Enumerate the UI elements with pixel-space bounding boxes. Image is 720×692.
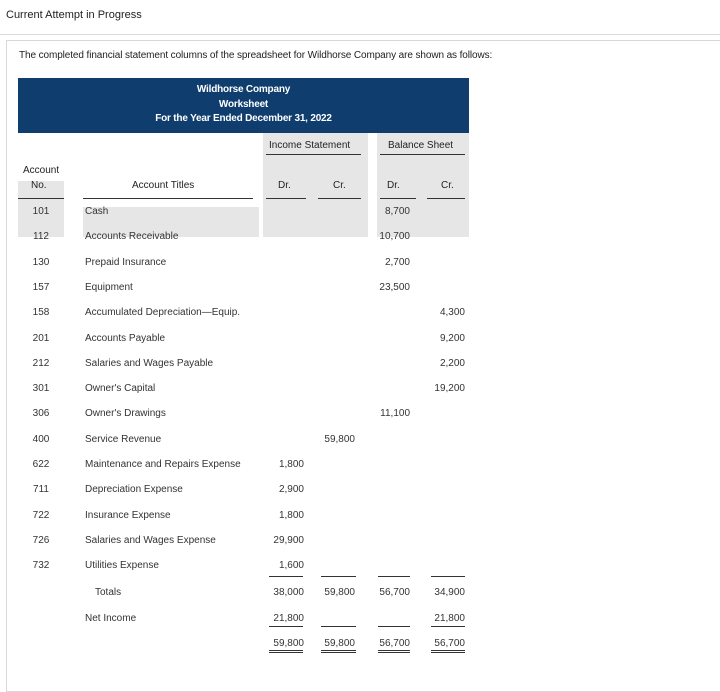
account-title: Salaries and Wages Payable: [85, 358, 214, 369]
totals-bs-cr: 34,900: [434, 587, 465, 598]
bs-cr-value: 2,200: [439, 358, 465, 369]
is-cr-value: 59,800: [324, 434, 355, 445]
account-no: 201: [32, 333, 50, 344]
sheet-name: Worksheet: [218, 98, 269, 110]
account-no: 622: [32, 459, 50, 470]
is-dr-value: 2,900: [278, 484, 304, 495]
rule-after-utilities: [269, 576, 303, 577]
double-rule-bs-cr-2: [431, 652, 465, 653]
account-title: Maintenance and Repairs Expense: [85, 459, 241, 470]
double-rule-bs-cr-1: [431, 650, 465, 651]
bs-dr-value: 11,100: [380, 408, 410, 419]
account-no: 101: [32, 206, 50, 217]
account-no: 306: [32, 408, 50, 419]
rule-bs-cr-before-totals: [431, 576, 465, 577]
double-rule-bs-dr-2: [378, 652, 410, 653]
bs-dr-value: 23,500: [379, 282, 410, 293]
account-no-label-2: No.: [31, 180, 47, 191]
bs-cr-rule: [427, 198, 465, 199]
account-no: 157: [32, 282, 50, 293]
is-dr-value: 1,600: [278, 560, 304, 571]
account-title: Owner's Capital: [85, 383, 156, 394]
bs-dr-rule: [380, 198, 416, 199]
bs-cr-value: 4,300: [439, 307, 465, 318]
is-cr-label: Cr.: [333, 180, 346, 191]
double-rule-bs-dr-1: [378, 650, 410, 651]
is-dr-value: 1,800: [278, 459, 304, 470]
account-no: 711: [33, 484, 49, 495]
account-title: Insurance Expense: [85, 510, 171, 521]
is-dr-value: 1,800: [278, 510, 304, 521]
income-statement-label: Income Statement: [269, 140, 351, 151]
is-dr-value: 29,900: [273, 535, 304, 546]
bs-cr-value: 19,200: [434, 383, 465, 394]
account-title: Salaries and Wages Expense: [85, 535, 216, 546]
account-titles-rule: [83, 198, 253, 199]
bs-dr-value: 2,700: [384, 257, 410, 268]
bs-dr-value: 10,700: [379, 231, 410, 242]
account-title: Equipment: [85, 282, 133, 293]
account-no: 112: [33, 231, 49, 242]
account-title: Depreciation Expense: [85, 484, 183, 495]
is-header-rule: [266, 154, 361, 155]
net-income-bs-cr: 21,800: [434, 613, 465, 624]
account-titles-label: Account Titles: [132, 180, 195, 191]
account-title: Accumulated Depreciation—Equip.: [85, 307, 241, 318]
is-dr-label: Dr.: [278, 180, 291, 191]
balance-sheet-label: Balance Sheet: [388, 140, 454, 151]
intro-text: The completed financial statement columns of the spreadsheet for Wildhorse Company are shown as follows:: [19, 50, 493, 61]
account-no: 732: [32, 560, 50, 571]
account-title: Accounts Receivable: [85, 231, 179, 242]
double-rule-is-dr-1: [269, 650, 303, 651]
rule-bs-dr-after-net-income: [378, 626, 410, 627]
rule-is-cr-before-totals: [321, 576, 356, 577]
account-title: Cash: [85, 206, 109, 217]
rule-is-cr-after-net-income: [321, 626, 356, 627]
bs-dr-label: Dr.: [387, 180, 400, 191]
bs-cr-label: Cr.: [441, 180, 454, 191]
top-bar: [0, 0, 720, 35]
is-cr-rule: [318, 198, 361, 199]
account-no: 158: [32, 307, 50, 318]
double-rule-is-cr-2: [321, 652, 356, 653]
bs-dr-value: 8,700: [384, 206, 410, 217]
double-rule-is-dr-2: [269, 652, 303, 653]
totals-label: Totals: [95, 587, 122, 598]
page-title: Current Attempt in Progress: [6, 9, 142, 21]
question-card: [6, 40, 720, 692]
rule-after-net-income-is: [269, 626, 303, 627]
account-no-rule: [18, 198, 64, 199]
totals-is-dr: 38,000: [273, 587, 304, 598]
is-dr-rule: [266, 198, 306, 199]
totals-bs-dr: 56,700: [379, 587, 410, 598]
company-name: Wildhorse Company: [196, 84, 291, 95]
final-is-dr: 59,800: [273, 638, 304, 649]
net-income-is-dr: 21,800: [273, 613, 304, 624]
rule-after-net-income-bs: [431, 626, 465, 627]
double-rule-is-cr-1: [321, 650, 356, 651]
worksheet-header: [18, 78, 469, 133]
account-title: Owner's Drawings: [85, 408, 166, 419]
net-income-label: Net Income: [85, 613, 137, 624]
account-no: 130: [32, 257, 50, 268]
period-label: For the Year Ended December 31, 2022: [155, 113, 332, 124]
account-no: 722: [32, 510, 50, 521]
bs-cr-value: 9,200: [439, 333, 465, 344]
final-is-cr: 59,800: [324, 638, 355, 649]
account-title: Utilities Expense: [85, 560, 159, 571]
account-no: 400: [32, 434, 50, 445]
account-no: 212: [32, 358, 50, 369]
account-no: 726: [32, 535, 50, 546]
account-no-label-1: Account: [23, 165, 60, 176]
account-no: 301: [32, 383, 50, 394]
account-title: Prepaid Insurance: [85, 257, 167, 268]
bs-header-rule: [380, 154, 465, 155]
account-title: Accounts Payable: [85, 333, 166, 344]
final-bs-cr: 56,700: [434, 638, 465, 649]
rule-bs-dr-before-totals: [378, 576, 410, 577]
account-title: Service Revenue: [85, 434, 162, 445]
totals-is-cr: 59,800: [324, 587, 355, 598]
final-bs-dr: 56,700: [379, 638, 410, 649]
